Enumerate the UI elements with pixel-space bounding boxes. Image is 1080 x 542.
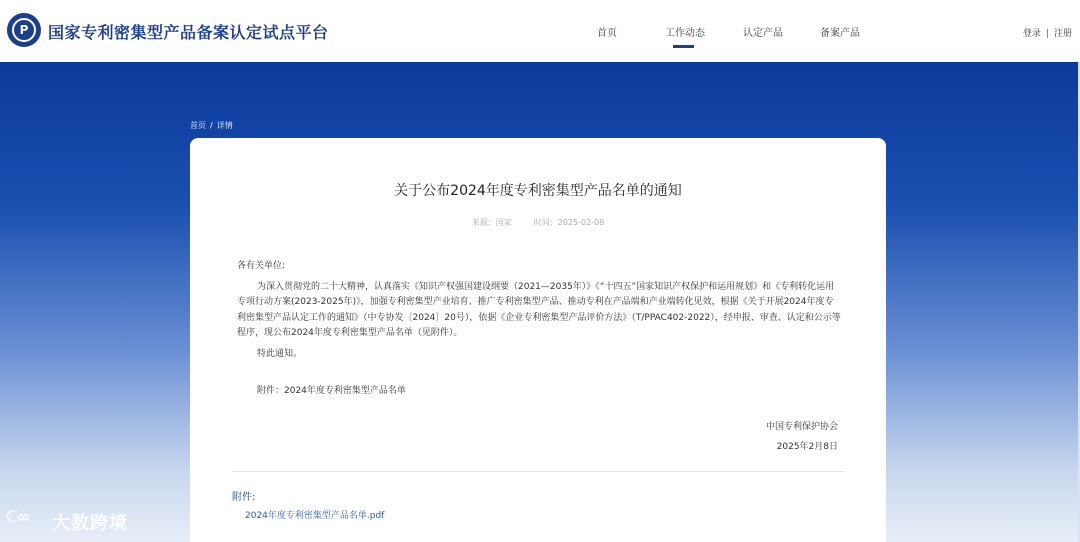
article-greeting: 各有关单位:: [237, 261, 286, 271]
article-attachment-note: 附件：2024年度专利密集型产品名单: [257, 386, 406, 396]
watermark-logo-icon: ℂ∞: [6, 507, 30, 526]
article-body: [237, 259, 842, 400]
nav-active-indicator: [673, 45, 694, 48]
attachments-heading: 附件:: [232, 492, 256, 503]
auth-separator: |: [1045, 29, 1049, 39]
breadcrumb: [190, 120, 233, 131]
top-header: [0, 0, 1080, 62]
article-closing: 特此通知。: [257, 348, 303, 359]
breadcrumb-separator: /: [210, 121, 213, 130]
nav-item-home[interactable]: 首页: [597, 28, 617, 39]
attachment-file-link[interactable]: 2024年度专利密集型产品名单.pdf: [245, 511, 385, 521]
article-card: [190, 138, 886, 542]
auth-links: [1023, 26, 1072, 39]
watermark-text: 大数跨境: [52, 513, 128, 534]
signature-organization: 中国专利保护协会: [765, 422, 838, 432]
logo-mark-icon: P: [12, 18, 36, 42]
article-title: 关于公布2024年度专利密集型产品名单的通知: [394, 183, 682, 199]
signature-date: 2025年2月8日: [776, 442, 838, 452]
nav-item-news[interactable]: 工作动态: [665, 28, 705, 39]
article-source: 来源：国家: [471, 218, 512, 227]
article-paragraph: 为深入贯彻党的二十大精神，认真落实《知识产权强国建设纲要（2021—2035年）》《“十四五”国家知识产权保护和运用规划》和《专利转化运用专项行动方案(2023-2025年)》，加强专利密集型产业培育、推广专利密集型产品、推动专利在产品端和产业端转化见效，根据《关于开展2024年度专利密集型产品认定工作的通知》（中专协发〔2024〕20号），依据《企业专利密集型产品评价方法》（T/PPAC402-2022），经申报、审查、认定和公示等程序，现公布2024年度专利密集型产品名单（见附件）。: [237, 281, 841, 338]
attachments-divider: [232, 471, 844, 472]
breadcrumb-current: 详情: [216, 121, 233, 130]
article-time: 时间：2025-02-08: [533, 218, 605, 227]
site-logo[interactable]: [7, 13, 41, 47]
register-link[interactable]: 注册: [1053, 29, 1072, 39]
article-meta: [190, 217, 886, 228]
site-title[interactable]: 国家专利密集型产品备案认定试点平台: [48, 23, 329, 42]
login-link[interactable]: 登录: [1022, 29, 1041, 39]
nav-item-registered-products[interactable]: 备案产品: [820, 28, 860, 39]
nav-item-certified-products[interactable]: 认定产品: [743, 28, 783, 39]
breadcrumb-home[interactable]: 首页: [190, 121, 206, 130]
